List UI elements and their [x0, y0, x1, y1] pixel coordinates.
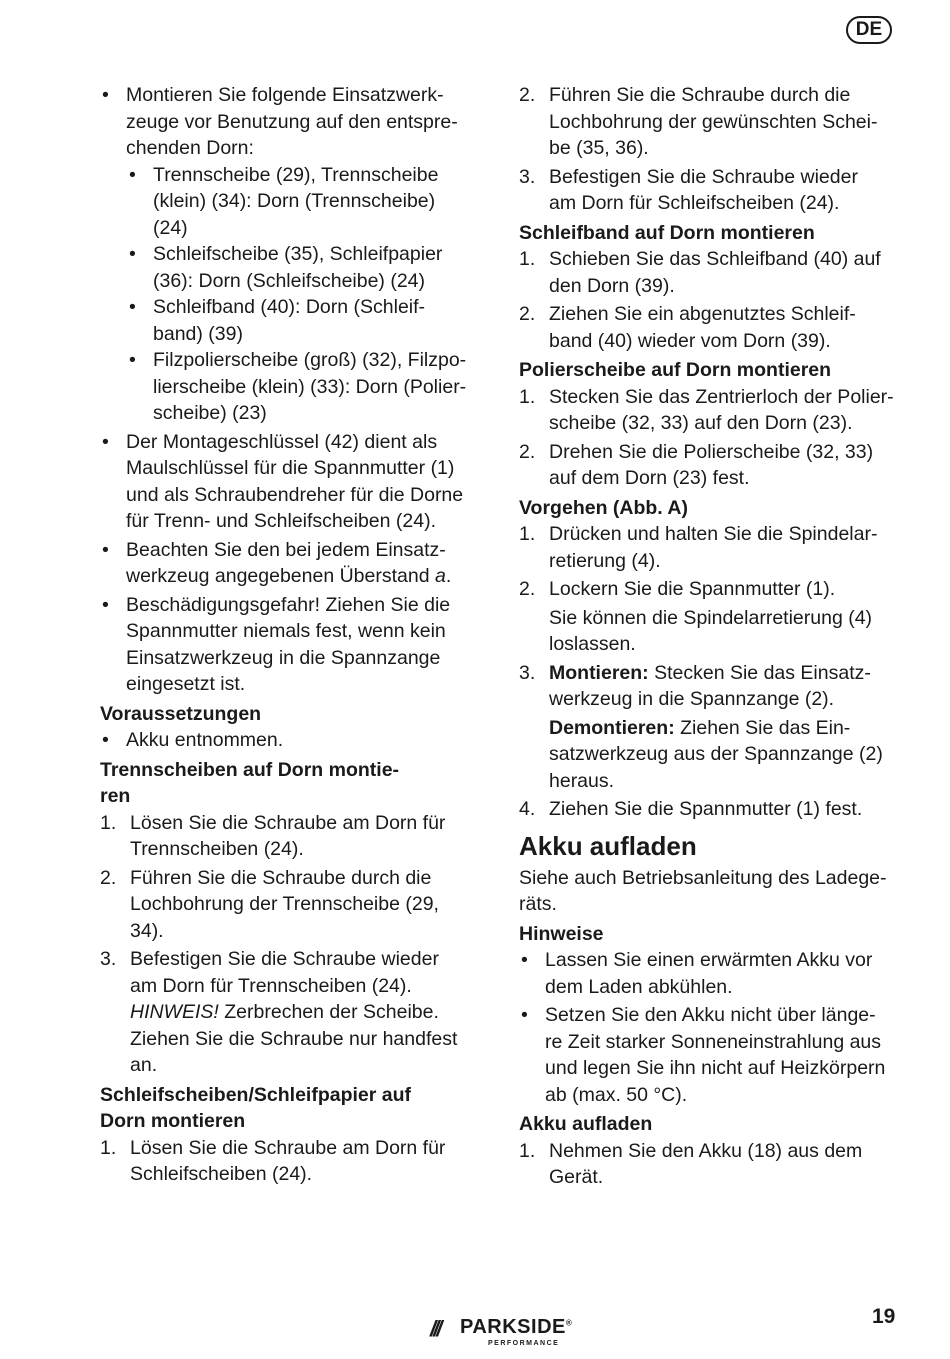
hint-body: Zerbrechen der Scheibe. Ziehen Sie die Schraube nur handfest an.	[130, 1001, 458, 1076]
heading-schleifband: Schleifband auf Dorn montieren	[519, 221, 815, 244]
numbered-item	[519, 796, 901, 823]
list-item	[519, 1002, 901, 1108]
heading-polierscheibe: Polierscheibe auf Dorn montieren	[519, 359, 832, 381]
item-text: Der Montageschlüssel (42) dient als Maulschlüssel für die Spannmutter (1) und als Schraubendreher für die Dorne für Trenn- und Schleifscheiben (24).	[126, 430, 464, 532]
heading-schleifscheiben: Schleifscheiben/Schleifpapier auf Dorn montieren	[100, 1083, 412, 1132]
bullet: •	[521, 1004, 528, 1026]
bullet: •	[129, 163, 136, 186]
item-text: Schieben Sie das Schleifband (40) auf den Dorn (39).	[549, 248, 881, 297]
item-text: Filzpolierscheibe (groß) (32), Filzpo- lierscheibe (klein) (33): Dorn (Polier- scheibe) (23)	[153, 349, 467, 424]
sub-list-item	[100, 162, 480, 242]
item-number: 2.	[519, 84, 536, 106]
numbered-item	[519, 439, 901, 492]
item-text: Trennscheibe (29), Trennscheibe (klein) (34): Dorn (Trennscheibe) (24)	[153, 163, 439, 239]
list-item	[519, 947, 901, 1000]
numbered-item	[519, 164, 901, 217]
item-text: Lockern Sie die Spannmutter (1).	[549, 578, 836, 600]
item-text: Beschädigungsgefahr! Ziehen Sie die Spannmutter niemals fest, wenn kein Einsatzwerkzeug in die Spannzange eingesetzt ist.	[126, 593, 451, 695]
label-montieren: Montieren:	[549, 661, 649, 684]
numbered-item	[519, 1138, 901, 1191]
item-number: 4.	[519, 798, 536, 820]
numbered-item	[100, 865, 480, 945]
item-text-end: .	[445, 565, 452, 587]
label-demontieren: Demontieren:	[549, 716, 675, 739]
bullet: •	[102, 430, 109, 453]
item-text: Ziehen Sie ein abgenutztes Schleif- band (40) wieder vom Dorn (39).	[549, 303, 856, 352]
paragraph: Siehe auch Betriebsanleitung des Ladege- räts.	[519, 866, 887, 915]
item-text: Stecken Sie das Einsatz- werkzeug in die Spannzange (2).	[549, 661, 871, 710]
parkside-logo	[430, 1314, 590, 1350]
heading-trennscheiben: Trennscheiben auf Dorn montie- ren	[100, 758, 400, 807]
numbered-item	[519, 660, 901, 713]
numbered-item	[519, 384, 901, 437]
heading-vorgehen: Vorgehen (Abb. A)	[519, 496, 688, 519]
bullet: •	[129, 243, 136, 265]
item-text: Beachten Sie den bei jedem Einsatz- werkzeug angegebenen Überstand	[126, 538, 446, 587]
hint-label: HINWEIS!	[130, 1001, 219, 1023]
item-number: 1.	[519, 523, 536, 545]
item-text: Nehmen Sie den Akku (18) aus dem Gerät.	[549, 1139, 863, 1188]
item-text: Schleifscheibe (35), Schleifpapier (36): Dorn (Schleifscheibe) (24)	[153, 243, 443, 292]
item-text: Befestigen Sie die Schraube wieder am Dorn für Trennscheiben (24).	[130, 948, 439, 997]
logo-slashes: ///	[430, 1316, 440, 1341]
item-number: 1.	[100, 811, 117, 834]
right-column	[519, 82, 901, 1191]
bullet: •	[102, 729, 109, 751]
item-number: 2.	[519, 578, 536, 600]
item-number: 3.	[100, 948, 117, 970]
item-text: Akku entnommen.	[126, 729, 284, 751]
item-text: Ziehen Sie das Ein- satzwerkzeug aus der Spannzange (2) heraus.	[549, 716, 883, 792]
numbered-item	[519, 301, 901, 354]
item-text: Drücken und halten Sie die Spindelar- retierung (4).	[549, 523, 878, 572]
item-text: Drehen Sie die Polierscheibe (32, 33) auf dem Dorn (23) fest.	[549, 440, 874, 489]
item-text: Lösen Sie die Schraube am Dorn für Trennscheiben (24).	[130, 811, 446, 860]
heading-hinweise: Hinweise	[519, 922, 604, 945]
page-number: 19	[872, 1305, 896, 1328]
bullet: •	[129, 296, 136, 318]
item-text: Lassen Sie einen erwärmten Akku vor dem Laden abkühlen.	[545, 949, 873, 998]
logo-brand: PARKSIDE®	[460, 1316, 573, 1338]
numbered-item	[100, 946, 480, 999]
list-item	[100, 537, 480, 590]
item-number: 3.	[519, 165, 536, 188]
numbered-item	[100, 810, 480, 863]
continuation-text	[519, 715, 901, 795]
numbered-item	[519, 82, 901, 162]
list-item	[100, 82, 480, 162]
heading-voraussetzungen: Voraussetzungen	[100, 702, 262, 725]
numbered-item	[100, 1135, 480, 1188]
item-number: 1.	[519, 385, 536, 408]
language-badge: DE	[846, 16, 892, 44]
item-text: Setzen Sie den Akku nicht über länge- re Zeit starker Sonneneinstrahlung aus und legen Sie ihn nicht auf Heizkörpern ab (max. 50 °C).	[545, 1004, 886, 1106]
item-number: 2.	[519, 303, 536, 325]
numbered-item	[519, 521, 901, 574]
continuation-text: Sie können die Spindelarretierung (4) loslassen.	[549, 606, 873, 655]
item-text: Führen Sie die Schraube durch die Lochbohrung der gewünschten Schei- be (35, 36).	[549, 84, 878, 159]
bullet: •	[102, 84, 109, 106]
item-text: Montieren Sie folgende Einsatzwerk- zeuge vor Benutzung auf den entspre- chenden Dorn:	[126, 84, 458, 159]
sub-list-item	[100, 241, 480, 294]
numbered-item	[519, 576, 901, 603]
bullet: •	[521, 949, 528, 971]
left-column	[100, 82, 480, 1188]
heading-akku-aufladen-sub: Akku aufladen	[519, 1113, 653, 1135]
sub-list-item	[100, 347, 480, 427]
item-text: Lösen Sie die Schraube am Dorn für Schleifscheiben (24).	[130, 1136, 446, 1185]
hint-text	[100, 999, 480, 1079]
list-item	[100, 592, 480, 698]
item-number: 1.	[519, 1139, 536, 1162]
item-number: 1.	[519, 248, 536, 270]
variable-a: a	[434, 565, 446, 587]
item-number: 1.	[100, 1136, 117, 1159]
item-number: 3.	[519, 661, 536, 684]
sub-list-item	[100, 294, 480, 347]
logo-subline: PERFORMANCE	[488, 1340, 560, 1347]
item-text: Befestigen Sie die Schraube wieder am Dorn für Schleifscheiben (24).	[549, 165, 858, 214]
list-item	[100, 727, 480, 754]
item-number: 2.	[519, 440, 536, 463]
item-text: Stecken Sie das Zentrierloch der Polier- scheibe (32, 33) auf den Dorn (23).	[549, 385, 894, 434]
item-text: Ziehen Sie die Spannmutter (1) fest.	[549, 798, 863, 820]
item-text: Führen Sie die Schraube durch die Lochbohrung der Trennscheibe (29, 34).	[130, 866, 439, 942]
item-number: 2.	[100, 866, 117, 889]
bullet: •	[102, 593, 109, 616]
bullet: •	[129, 349, 136, 371]
item-text: Schleifband (40): Dorn (Schleif- band) (39)	[153, 296, 426, 345]
numbered-item	[519, 246, 901, 299]
list-item	[100, 429, 480, 535]
bullet: •	[102, 538, 109, 561]
heading-akku-aufladen: Akku aufladen	[519, 830, 697, 861]
